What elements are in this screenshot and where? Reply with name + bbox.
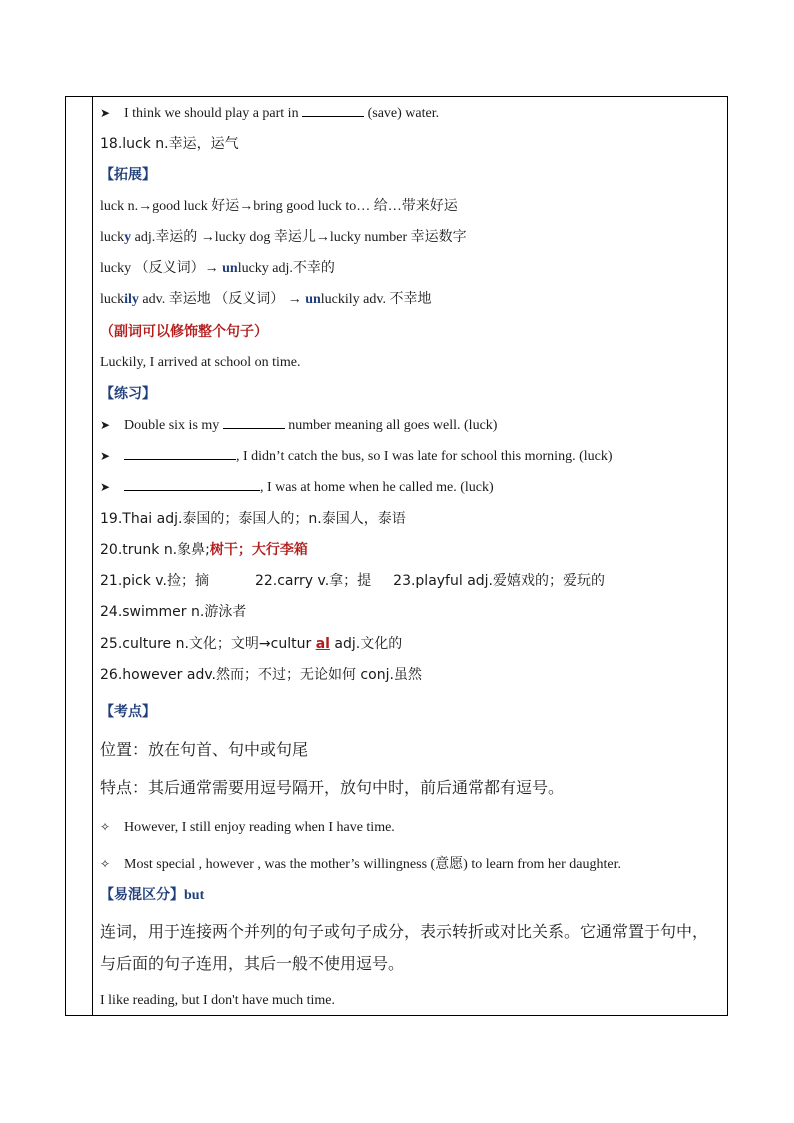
adverb-note: （副词可以修饰整个句子） — [100, 324, 268, 340]
meaning-highlight: 树干；大行李箱 — [209, 542, 308, 558]
arrow-bullet-icon: ➤ — [100, 449, 111, 463]
answer-blank — [302, 104, 364, 117]
vocab-swimmer: 24.swimmer n.游泳者 — [100, 604, 247, 620]
suffix-highlight: al — [315, 636, 330, 652]
section-heading-confusion: 【易混区分】but — [100, 887, 205, 903]
section-heading-practice: 【练习】 — [100, 386, 156, 402]
vocab-trunk: 20.trunk n.象鼻;树干；大行李箱 — [100, 542, 308, 558]
but-explanation: 连词，用于连接两个并列的句子或句子成分，表示转折或对比关系。它通常置于句中，与后面的句子连用，其后一般不使用逗号。 — [100, 922, 709, 973]
vocab-however: 26.however adv.然而；不过；无论如何 conj.虽然 — [100, 667, 422, 683]
example-however: ✧ However, I still enjoy reading when I have time. — [100, 817, 395, 838]
prefix-highlight: un — [222, 261, 238, 276]
exercise-double-six: ➤ Double six is my number meaning all goes well. (luck) — [100, 415, 497, 436]
answer-blank — [223, 416, 285, 429]
arrow-bullet-icon: ➤ — [100, 418, 111, 432]
section-heading-expand: 【拓展】 — [100, 167, 156, 183]
unlucky-line: lucky （反义词）→ unlucky adj.不幸的 — [100, 261, 335, 276]
vocab-culture: 25.culture n.文化；文明→cultur al adj.文化的 — [100, 636, 403, 652]
suffix-highlight: ily — [124, 292, 139, 307]
lucky-line: lucky adj.幸运的 →lucky dog 幸运儿→lucky number 幸运数字 — [100, 230, 467, 245]
vocab-thai: 19.Thai adj.泰国的；泰国人的；n.泰国人，泰语 — [100, 511, 406, 527]
example-but: I like reading, but I don't have much time. — [100, 993, 336, 1008]
vocab-pick-carry-playful: 21.pick v.捡；摘 22.carry v.拿；提 23.playful adj.爱嬉戏的；爱玩的 — [100, 573, 606, 589]
luck-expansion: luck n.→good luck 好运→bring good luck to… 给…带来好运 — [100, 199, 458, 214]
section-heading-key-points: 【考点】 — [100, 704, 156, 720]
suffix-highlight: y — [124, 230, 132, 245]
document-table — [65, 96, 728, 1016]
position-note: 位置：放在句首、句中或句尾 — [100, 740, 309, 759]
diamond-bullet-icon: ✧ — [100, 820, 111, 834]
vocab-luck: 18.luck n.幸运，运气 — [100, 136, 239, 152]
feature-note: 特点：其后通常需要用逗号隔开，放句中时，前后通常都有逗号。 — [100, 778, 565, 797]
diamond-bullet-icon: ✧ — [100, 857, 111, 871]
luckily-line: luckily adv. 幸运地 （反义词） → unluckily adv. 不幸地 — [100, 292, 432, 307]
exercise-at-home: ➤ , I was at home when he called me. (luck) — [100, 477, 494, 498]
answer-blank — [124, 478, 260, 491]
exercise-missed-bus: ➤ , I didn’t catch the bus, so I was late for school this morning. (luck) — [100, 446, 613, 467]
left-column — [66, 97, 93, 1015]
example-luckily: Luckily, I arrived at school on time. — [100, 355, 301, 370]
prefix-highlight: un — [305, 292, 321, 307]
arrow-bullet-icon: ➤ — [100, 480, 111, 494]
exercise-save-water: ➤ I think we should play a part in (save) water. — [100, 103, 439, 124]
arrow-bullet-icon: ➤ — [100, 106, 111, 120]
example-most-special: ✧ Most special , however , was the mother’s willingness (意愿) to learn from her daughter. — [100, 854, 621, 875]
answer-blank — [124, 447, 236, 460]
